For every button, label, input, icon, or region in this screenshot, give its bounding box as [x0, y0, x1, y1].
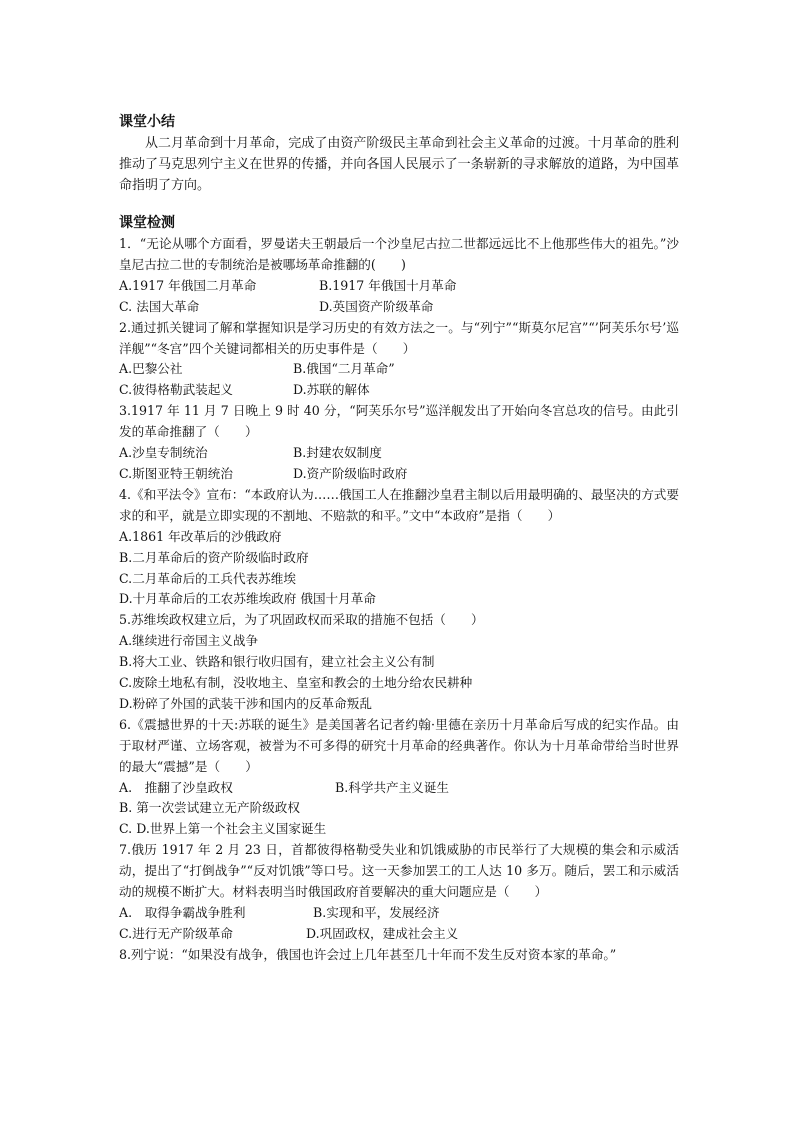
question-6-options-ab	[119, 778, 679, 799]
option-d: D.资产阶级临时政府	[293, 465, 408, 481]
option-a: A.巴黎公社	[119, 361, 183, 377]
option-c: C.废除土地私有制，没收地主、皇室和教会的土地分给农民耕种	[119, 675, 473, 691]
option-c: C.二月革命后的工兵代表苏维埃	[119, 570, 296, 586]
option-b: B.将大工业、铁路和银行收归国有，建立社会主义公有制	[119, 654, 435, 670]
option-c: C.进行无产阶级革命	[119, 925, 233, 941]
option-d: C. D.世界上第一个社会主义国家诞生	[119, 821, 327, 837]
option-a: A.1917 年俄国二月革命	[119, 277, 257, 293]
document-page	[119, 112, 679, 966]
question-7-options-cd	[119, 924, 679, 945]
question-1-options-cd	[119, 297, 679, 318]
option-b: B.二月革命后的资产阶级临时政府	[119, 549, 309, 565]
question-3-stem: 3.1917 年 11 月 7 日晚上 9 时 40 分，“阿芙乐尔号”巡洋舰发出了开始向冬宫总攻的信号。由此引发的革命推翻了（ ）	[119, 403, 679, 440]
option-b: B.科学共产主义诞生	[335, 779, 450, 795]
summary-heading: 课堂小结	[119, 114, 175, 130]
question-1-options-ab	[119, 276, 679, 297]
question-3-options-cd	[119, 464, 679, 485]
option-c: B. 第一次尝试建立无产阶级政权	[119, 800, 300, 816]
option-a: A.沙皇专制统治	[119, 445, 208, 461]
option-c: C.彼得格勒武装起义	[119, 382, 233, 398]
option-c: C. 法国大革命	[119, 298, 200, 314]
question-8-stem: 8.列宁说：“如果没有战争，俄国也许会过上几年甚至几十年而不发生反对资本家的革命。”	[119, 946, 617, 962]
option-d: D.苏联的解体	[293, 382, 370, 398]
option-b: B.封建农奴制度	[293, 445, 382, 461]
option-d: D.英国资产阶级革命	[319, 298, 434, 314]
option-a: A. 推翻了沙皇政权	[119, 779, 233, 795]
question-4-stem: 4.《和平法令》宣布：“本政府认为……俄国工人在推翻沙皇君主制以后用最明确的、最坚决的方式要求的和平，就是立即实现的不割地、不赔款的和平。”文中“本政府”是指（ ）	[119, 486, 679, 523]
question-1-stem: 1．“无论从哪个方面看，罗曼诺夫王朝最后一个沙皇尼古拉二世都远远比不上他那些伟大的祖先。”沙皇尼古拉二世的专制统治是被哪场革命推翻的( )	[119, 236, 679, 272]
option-d: D.巩固政权，建成社会主义	[306, 925, 459, 941]
option-b: B.俄国“二月革命”	[293, 361, 395, 377]
question-6-stem: 6.《震撼世界的十天:苏联的诞生》是美国著名记者约翰·里德在亲历十月革命后写成的纪实作品。由于取材严谨、立场客观，被誉为不可多得的研究十月革命的经典著作。你认为十月革命带给当时世界的最大“震撼”是（ ）	[119, 716, 679, 774]
question-7-stem: 7.俄历 1917 年 2 月 23 日，首都彼得格勒受失业和饥饿威胁的市民举行了大规模的集会和示威活动，提出了“打倒战争”“反对饥饿”等口号。这一天参加罢工的工人达 10 多万。随后，罢工和示威活动的规模不断扩大。材料表明当时俄国政府首要解决的重大问题应是（ ）	[119, 842, 679, 900]
question-5-stem: 5.苏维埃政权建立后，为了巩固政权而采取的措施不包括（ ）	[119, 612, 484, 628]
option-d: D.十月革命后的工农苏维埃政府 俄国十月革命	[119, 591, 376, 607]
option-a: A.继续进行帝国主义战争	[119, 633, 259, 649]
summary-text: 从二月革命到十月革命，完成了由资产阶级民主革命到社会主义革命的过渡。十月革命的胜利推动了马克思列宁主义在世界的传播，并向各国人民展示了一条崭新的寻求解放的道路，为中国革命指明了方向。	[119, 136, 679, 193]
question-2-options-cd	[119, 380, 679, 401]
option-b: B.1917 年俄国十月革命	[319, 277, 457, 293]
option-b: B.实现和平，发展经济	[313, 905, 440, 920]
option-a: A. 取得争霸战争胜利	[119, 905, 246, 920]
question-2-options-ab	[119, 359, 679, 380]
option-c: C.斯图亚特王朝统治	[119, 465, 233, 481]
question-7-options-ab	[119, 903, 679, 924]
test-heading: 课堂检测	[119, 215, 175, 231]
spacer	[119, 196, 679, 213]
question-2-stem: 2.通过抓关键词了解和掌握知识是学习历史的有效方法之一。与“列宁”“斯莫尔尼宫”“’阿芙乐尔号’巡洋舰”“冬宫”四个关键词都相关的历史事件是（ ）	[119, 319, 679, 356]
question-3-options-ab	[119, 443, 679, 464]
option-a: A.1861 年改革后的沙俄政府	[119, 528, 282, 544]
option-d: D.粉碎了外国的武装干涉和国内的反革命叛乱	[119, 695, 372, 711]
